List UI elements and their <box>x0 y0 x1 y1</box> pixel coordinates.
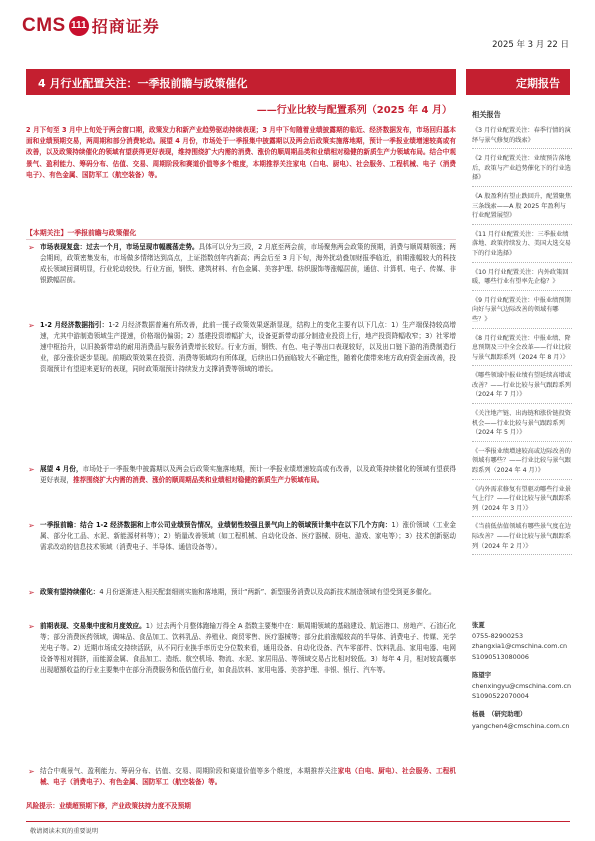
bullet-marker-icon: ➢ <box>28 767 35 776</box>
bullet-lead: 1-2 月经济数据指引： <box>40 321 109 329</box>
bullet-performance-trading <box>26 621 456 766</box>
related-report-title[interactable]: 《8 月行业配置关注：中报业绩、降息预期及三中全会改革——行业比较与景气跟踪系列（2024 年 8 月）》 <box>472 334 571 361</box>
related-report-item[interactable] <box>472 409 572 442</box>
analyst-contacts <box>472 620 572 739</box>
main-content <box>26 125 456 813</box>
risk-warning: 风险提示：业绩超预期下修，产业政策扶持力度不及预期 <box>26 802 191 810</box>
related-report-title[interactable]: 《9 月行业配置关注：中报业绩预期向好与景气边际改善的领域有哪些？》 <box>472 296 571 323</box>
bullet-market-review <box>26 242 456 320</box>
report-title: 4 月行业配置关注：一季报前瞻与政策催化 <box>26 69 456 95</box>
related-report-item[interactable] <box>472 485 572 518</box>
bullet-lead: 市场表现复盘：过去一个月，市场呈现市幅震荡走势。 <box>40 243 199 251</box>
analyst-email[interactable]: zhangxia1@cmschina.com.cn <box>472 642 568 651</box>
related-report-title[interactable]: 《2 月行业配置关注：业绩预告落地后，政策与产业趋势催化下的行业选择》 <box>472 155 571 182</box>
related-report-title[interactable]: 《当前低估值领域有哪些景气度在边际改善？——行业比较与景气跟踪系列（2024 年 2 月）》 <box>472 523 571 550</box>
analyst-email[interactable]: yangchen4@cmschina.com.cn <box>472 721 570 730</box>
related-report-title[interactable]: 《关注地产链、出海链和涨价链投资机会——行业比较与景气跟踪系列（2024 年 5 月）》 <box>472 410 571 437</box>
bullet-list <box>26 242 456 800</box>
bullet-policy-catalyst <box>26 587 456 621</box>
related-reports-heading: 相关报告 <box>472 110 501 119</box>
analyst-phone: 0755-82900253 <box>472 632 524 641</box>
bullet-q1-preview <box>26 520 456 587</box>
related-reports-sidebar <box>472 110 572 560</box>
bullet-marker-icon: ➢ <box>28 521 35 530</box>
bullet-marker-icon: ➢ <box>28 622 35 631</box>
related-report-item[interactable] <box>472 154 572 187</box>
logo <box>22 14 160 37</box>
report-date: 2025 年 3 月 22 日 <box>492 40 569 50</box>
logo-chinese-name: 招商证券 <box>91 17 160 36</box>
bullet-lead: 前期表现、交易集中度和月度效应。 <box>40 622 146 630</box>
bullet-text: 结合中观景气、盈利能力、筹码分布、估值、交易、周期阶段和赛道价值等多个维度，本期推荐关注 <box>40 767 338 775</box>
bullet-text: 1-2 月经济数据普遍有所改善，此前一揽子政策效果逐渐显现，结构上的变化主要有以下几点：1）生产端保持较高增速，尤其中游制造领域生产提速，价格端仍偏弱；2）基建投资增幅扩大，设备更新带动部分制造业投资上行，地产投资降幅收窄；3）社零增速中枢抬升，以旧换新带动的耐用消费品与服务消费增长较好。行业方面，钢铁、有色、电子等出口表现较好，以及出口链下游的消费制造行业，部分涨价逐步显现。前期政策效果在投资、消费等领域均有所体现，后续出口仍面临较大不确定性，随着化债带来地方政府资金面改善，投资端预计有望迎来更好的表现，同时政策端预计持续发力支撑消费等领域的增长。 <box>40 321 456 374</box>
analyst-card <box>472 709 572 730</box>
bullet-marker-icon: ➢ <box>28 243 35 252</box>
logo-mark-icon: 111 <box>69 16 89 36</box>
section-heading: 【本期关注】一季报前瞻与政策催化 <box>26 227 456 240</box>
report-subtitle: ——行业比较与配置系列（2025 年 4 月） <box>256 105 452 116</box>
bullet-highlight: 推荐围绕扩大内需的消费、涨价的顺周期品类和业绩相对稳健的新质生产力领域布局。 <box>72 476 324 485</box>
related-report-item[interactable] <box>472 126 572 149</box>
analyst-card <box>472 670 572 702</box>
related-report-title[interactable]: 《11 月行业配置关注：三季报业绩落地、政策持续发力、美国大选交易下的行业选择》 <box>472 230 571 257</box>
bullet-marker-icon: ➢ <box>28 588 35 597</box>
related-report-title[interactable]: 《10 月行业配置关注：内外政策回暖，哪些行业有望率先企稳？》 <box>472 268 569 286</box>
report-type-badge: 定期报告 <box>466 69 570 95</box>
analyst-name: 杨晨 （研究助理） <box>472 710 527 719</box>
analyst-name: 张夏 <box>472 621 485 629</box>
bullet-marker-icon: ➢ <box>28 321 35 330</box>
related-report-title[interactable]: 《3 月行业配置关注：春季行情的演绎与景气修复的线索》 <box>472 127 571 144</box>
summary-paragraph: 2 月下旬至 3 月中上旬处于两会窗口期，政策发力和新产业趋势驱动持续表现；3 月中下旬随着业绩披露期的临近、经济数据发布，市场回归基本面和业绩预期交易，两周期和部分消费轮动。展望 4 月份，市场处于一季报集中披露期以及两会后政策实施落地期，预计一季报业绩增速较高或有改善，以及政策持续催化的领域有望获得更好表现，维持围绕扩大内需的消费、涨价的顺周期品类和业绩相对稳健的新质生产力领域布局。结合中观景气、盈利能力、筹码分布、估值、交易、周期阶段和赛道价值等多个维度，本期推荐关注家电（白电、厨电）、社会服务、工程机械、电子（消费电子）、有色金属、国防军工（航空装备）等。 <box>26 126 456 179</box>
related-report-item[interactable] <box>472 522 572 555</box>
bullet-text: 1）过去两个月整体跑输万得全 A 指数主要集中在：顺周期领域的基础建设、航运港口、房地产、石油石化等；部分消费医药领域，调味品、食品加工、饮料乳品、养殖业、商贸零售、医疗器械等；部分此前涨幅较高的半导体、消费电子、传媒、光学光电子等。2）近期市场成交持续活跃，从不同行业换手率历史分位数来看，通用设备、自动化设备、汽车零部件、饮料乳品、家用电器、电网设备等相对拥挤，而能源金属、食品加工、造纸、航空机场、物流、水泥、家居用品、等领域交易占比相对较低。3）每年 4 月，相对较高概率出现超额收益的行业主要集中在部分消费服务和低估值行业，如食品饮料、家用电器、美容护理、非银、银行、汽车等。 <box>40 622 456 675</box>
related-report-title[interactable]: 《一季报业绩增速较高或边际改善的领域有哪些？——行业比较与景气跟踪系列（2024 年 4 月）》 <box>472 447 571 475</box>
related-report-title[interactable]: 《内外需求修复有望驱动哪些行业景气上行？——行业比较与景气跟踪系列（2024 年 3 月）》 <box>472 485 571 512</box>
bullet-lead: 政策有望持续催化： <box>40 588 100 596</box>
footer-divider <box>26 821 570 822</box>
analyst-cert: S1090522070004 <box>472 692 529 701</box>
related-report-item[interactable] <box>472 447 572 480</box>
bullet-marker-icon: ➢ <box>28 465 35 474</box>
bullet-text: 4 月份逐渐进入相关配套细则实施和落地期，预计“两新”、新型服务消费以及高新技术制造领域有望受到更多催化。 <box>99 588 436 596</box>
bullet-recommendation <box>26 766 456 800</box>
analyst-cert: S1090513080006 <box>472 652 529 661</box>
related-report-title[interactable]: 《哪些领域中报业绩有望延续高增或改善？——行业比较与景气跟踪系列（2024 年 7 月）》 <box>472 372 571 399</box>
bullet-economic-data <box>26 320 456 464</box>
related-report-item[interactable] <box>472 296 572 329</box>
analyst-card <box>472 620 572 662</box>
related-report-item[interactable] <box>472 230 572 263</box>
related-report-item[interactable] <box>472 334 572 367</box>
analyst-name: 陈望宇 <box>472 670 492 679</box>
related-report-title[interactable]: 《A 股盈利有望止跌回升，配置聚焦三条线索——A 股 2025 年盈利与行业配置展望》 <box>472 192 572 220</box>
analyst-email[interactable]: chenxingyu@cmschina.com.cn <box>472 682 572 691</box>
bullet-highlight: 家电（白电、厨电）、社会服务、工程机械、电子（消费电子）、有色金属、国防军工（航空装备）等。 <box>40 767 456 787</box>
bullet-lead: 一季报前瞻：结合 1-2 经济数据和上市公司业绩预告情况，业绩韧性较强且景气向上的领域预计集中在以下几个方向： <box>40 521 392 529</box>
bullet-text: 市场处于一季报集中披露期以及两会后政策实施落地期，预计一季报业绩增速较高或有改善，以及政策持续催化的领域有望获得更好表现， <box>40 465 456 485</box>
bullet-april-outlook <box>26 464 456 520</box>
bullet-text: 具体可以分为三段，2 月底至两会前，市场聚焦两会政策的预期，消费与顺周期领涨；两会期间，政策密集发布，市场做多情绪达到高点，上证指数创年内新高；两会后至 3 月下旬，海外扰动叠加财报季临近，前期涨幅较大的科技成长领域回调明显，行业轮动较快。行业方面，钢铁、建筑材料、有色金属、美容护理、纺织服饰等涨幅居前，通信、计算机、电子、传媒、非银跌幅居前。 <box>40 243 456 285</box>
bullet-text: 1）涨价领域（工业金属、部分化工品、水泥、新能源材料等）；2）销量改善领域（如工程机械、自动化设备、医疗器械、厨电、游戏、家电等）；3）技术创新驱动需求改动的信息技术领域（消费电子、半导体、通信设备等）。 <box>40 521 456 552</box>
related-report-item[interactable] <box>472 192 572 225</box>
related-report-item[interactable] <box>472 371 572 404</box>
logo-text: CMS <box>22 14 66 36</box>
bullet-lead: 展望 4 月份， <box>40 465 83 473</box>
related-report-item[interactable] <box>472 268 572 291</box>
footer-note: 敬请阅读末页的重要说明 <box>30 828 99 835</box>
